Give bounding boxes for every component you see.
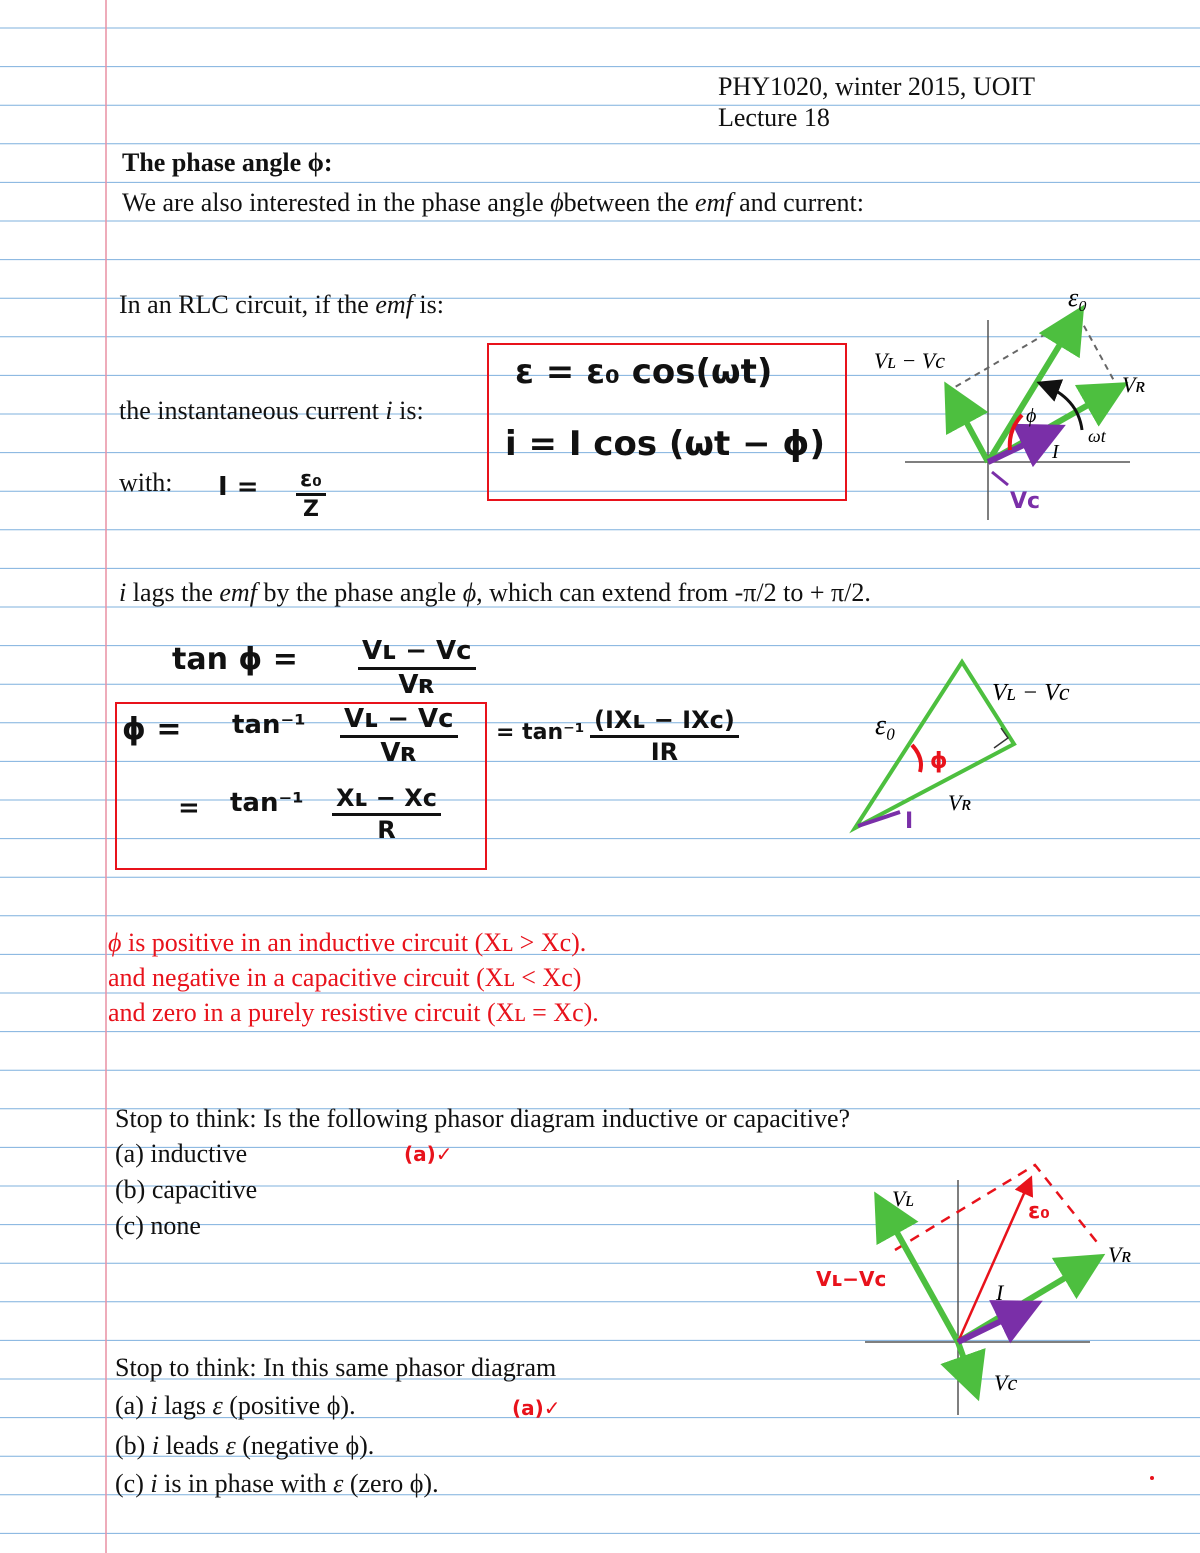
lag-emf: emf: [219, 578, 257, 607]
current-formula: i = I cos (ωt − ϕ): [505, 424, 826, 464]
sign-note-2: and negative in a capacitive circuit (Xʟ < Xc): [108, 963, 582, 992]
d2-current-label: I: [905, 809, 914, 834]
question1-prompt: Stop to think: Is the following phasor diagram inductive or capacitive?: [115, 1104, 851, 1133]
q2b-e: ε: [225, 1431, 236, 1460]
amplitude-lhs: I =: [218, 472, 259, 502]
x-fraction: [332, 786, 441, 843]
equals-2: =: [178, 793, 200, 823]
question2-prompt: Stop to think: In this same phasor diagram: [115, 1353, 557, 1382]
q2c-post: (zero ϕ).: [343, 1469, 439, 1498]
tan-phi-num: Vʟ − Vc: [358, 638, 476, 670]
x-num: Xʟ − Xc: [332, 786, 441, 816]
d1-vlvc-label: Vʟ − Vc: [874, 348, 946, 373]
q2a-pre: (a): [115, 1391, 151, 1420]
q2b-post: (negative ϕ).: [235, 1431, 375, 1460]
d1-vl-vc-arrow: [950, 392, 988, 462]
current-before: the instantaneous current: [119, 396, 386, 425]
phi-num: Vʟ − Vc: [340, 706, 458, 738]
current-after: is:: [392, 396, 424, 425]
sign-note-1-text: is positive in an inductive circuit (Xʟ > Xc).: [121, 928, 587, 957]
question1-option-c: (c) none: [115, 1211, 201, 1240]
question2-option-c: [115, 1471, 439, 1497]
d3-dashed-lines: [895, 1165, 1100, 1250]
question1-answer-mark: (a)✓: [404, 1142, 453, 1166]
intro-line: [122, 190, 864, 216]
q2a-i: i: [150, 1391, 158, 1420]
lag-phi: ϕ: [462, 578, 477, 607]
lag-i: i: [119, 578, 127, 607]
q2b-mid: leads: [159, 1431, 226, 1460]
lag-text3: , which can extend from -π/2 to + π/2.: [476, 578, 871, 607]
arctan-2: tan⁻¹: [230, 788, 304, 818]
sign-note-1: [108, 930, 586, 956]
d3-vr-label: Vʀ: [1108, 1242, 1132, 1267]
tan-phi-lhs: tan ϕ =: [172, 642, 298, 677]
ix-den: IR: [650, 738, 679, 767]
q2c-i: i: [150, 1469, 158, 1498]
q2c-e: ε: [333, 1469, 344, 1498]
intro-phi: ϕ: [550, 188, 564, 217]
current-i: i: [385, 396, 393, 425]
q2a-mid: lags: [157, 1391, 213, 1420]
ix-num: (IXʟ − IXc): [590, 708, 739, 738]
amplitude-den: Z: [302, 497, 319, 523]
phasor-triangle: [850, 650, 1150, 850]
d3-vc-label: Vc: [994, 1370, 1018, 1395]
d1-wt-label: ωt: [1088, 426, 1106, 446]
d1-current-label: I: [1052, 441, 1059, 463]
question2-answer-mark: (a)✓: [512, 1396, 561, 1420]
phasor-diagram-1: [860, 280, 1160, 530]
lag-text1: lags the: [126, 578, 220, 607]
d3-vl-arrow: [880, 1202, 958, 1342]
q2b-pre: (b): [115, 1431, 152, 1460]
d3-vl-label: Vʟ: [892, 1186, 915, 1211]
x-den: R: [377, 816, 396, 845]
phasor-diagram-3: [810, 1150, 1150, 1420]
d3-current-arrow: [958, 1306, 1032, 1342]
q2c-pre: (c): [115, 1469, 151, 1498]
question1-option-a: (a) inductive: [115, 1139, 248, 1168]
rlc-line: [119, 292, 444, 318]
rlc-before: In an RLC circuit, if the: [119, 290, 376, 319]
phi-fraction: [340, 706, 458, 768]
rlc-after: is:: [412, 290, 444, 319]
d2-phi-arc: [912, 745, 921, 772]
d1-vc-label: Vc: [1010, 489, 1041, 514]
intro-before: We are also interested in the phase angle: [122, 188, 551, 217]
d3-current-label: I: [996, 1280, 1004, 1305]
phi-lhs: ϕ =: [122, 712, 182, 747]
lecture-number: Lecture 18: [718, 103, 830, 132]
amplitude-num: ε₀: [296, 468, 326, 496]
with-label: with:: [119, 468, 173, 497]
sign-note-3: and zero in a purely resistive circuit (Xʟ = Xc).: [108, 998, 599, 1027]
lag-sentence: [119, 580, 871, 606]
d3-vc-arrow: [958, 1342, 975, 1390]
current-line: [119, 398, 424, 424]
question2-option-b: [115, 1433, 374, 1459]
q2a-e: ε: [212, 1391, 223, 1420]
ix-fraction: [590, 708, 739, 765]
course-header: PHY1020, winter 2015, UOIT: [718, 72, 1036, 101]
amplitude-fraction: [296, 468, 326, 521]
d2-emf-label: ε₀: [875, 710, 896, 741]
stray-mark: [1150, 1476, 1154, 1480]
d3-emf-label: ε₀: [1028, 1199, 1050, 1224]
q2b-i: i: [151, 1431, 160, 1460]
question1-option-b: (b) capacitive: [115, 1175, 258, 1204]
lag-text2: by the phase angle: [256, 578, 463, 607]
d1-vc-tick: [992, 472, 1008, 485]
arctan-1: tan⁻¹: [232, 710, 306, 740]
tan-phi-fraction: [358, 638, 476, 700]
d2-vr-label: Vʀ: [948, 790, 972, 815]
tan-phi-den: Vʀ: [398, 670, 436, 701]
d1-emf-label: ε₀: [1068, 283, 1088, 312]
d2-phi-label: ϕ: [930, 749, 948, 774]
sign-phi: ϕ: [108, 928, 122, 957]
q2a-post: (positive ϕ).: [222, 1391, 356, 1420]
intro-emf: emf: [695, 188, 733, 217]
d3-vlvc-label: Vʟ−Vc: [816, 1267, 887, 1291]
q2c-mid: is in phase with: [157, 1469, 334, 1498]
equals-3: = tan⁻¹: [496, 720, 585, 745]
d2-vlvc-label: Vʟ − Vc: [992, 680, 1070, 706]
d2-triangle: [855, 662, 1014, 828]
section-title: The phase angle ϕ:: [122, 148, 333, 177]
intro-after: and current:: [732, 188, 864, 217]
question2-option-a: [115, 1393, 356, 1419]
d1-phi-label: ϕ: [1026, 405, 1037, 427]
phi-den: Vʀ: [380, 738, 418, 769]
d1-vr-label: Vʀ: [1122, 372, 1146, 397]
rlc-emf: emf: [375, 290, 413, 319]
emf-formula: ε = ε₀ cos(ωt): [515, 352, 773, 392]
intro-mid: between the: [563, 188, 696, 217]
